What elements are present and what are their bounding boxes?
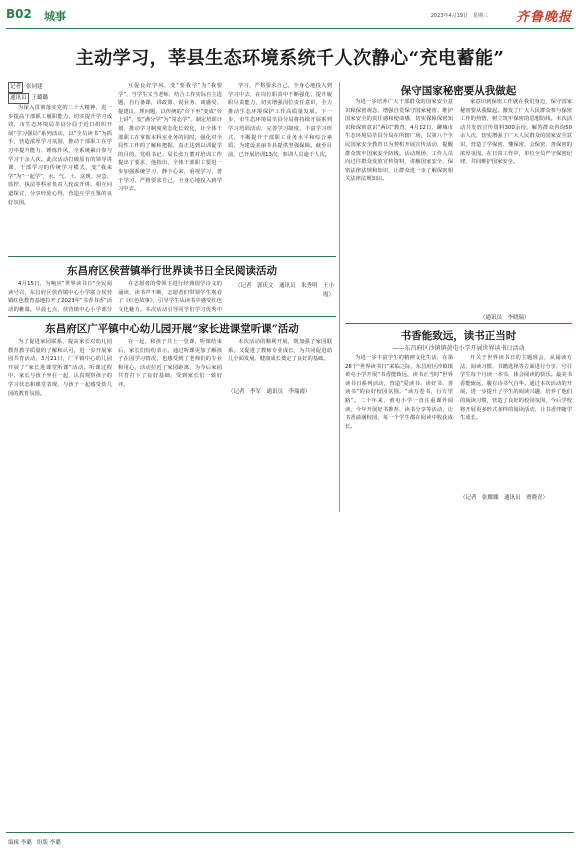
footer-rule xyxy=(6,832,574,833)
story5-column: 为进一步丰富学生的精神文化生活，在第28个“世界读书日”来临之际，东昌府区沙镇镇黄屯小学开展“书香能致远，读书正当时”世界读书日系列活动，营造“爱读书、读好书、善读书”的良好校园氛围。“读万卷书，行万里路”。二十年来，黄屯小学一直注重课外阅读，今年开展好书推荐、读书分享等活动，让书香溢满校园，每一个学生都在阅读中收获成长。 xyxy=(345,355,453,430)
story2-column: 家意识到保密工作就在我们身边，保守国家秘密要从我做起。激发了广大人民群众参与保密工作的热情，树立筑牢保密的思想防线。本次活动共发放宣传资料300余份，解答群众咨询50余人次，切实增强了广大人民群众的国家安全意识，营造了学保密、懂保密、会保密、善保密的浓厚氛围。在日常工作中，单位全员严守保密纪律，共同维护国家安全。 xyxy=(460,99,572,166)
column-divider xyxy=(339,82,340,512)
lead-headline: 主动学习，莘县生态环境系统千人次静心“充电蓄能” xyxy=(75,48,505,69)
story4-column: 为了促进家园联系，提高家长对幼儿园教育教学质量的了解和认可，进一步开展家园共育活动，3月21日，广平镇中心幼儿园开展了“家长进课堂听课”活动。听课过程中，家长与孩子坐在一起，认真观察孩子的学习状态和课堂表现，与孩子一起感受幼儿园的教育氛围。 xyxy=(8,339,112,397)
story1-column: 学习，严格要求自己，全身心地投入到学习中去，在岗位职责中不断强化、提升履职尽责能力，切实增强岗位责任意识，全力推动生态环境保护工作高质量发展。下一步，市生态环境局莘县分局将持续开展系列学习培训活动，完善学习制度，丰富学习形式，不断提升干部职工业务水平和综合素质，为建设美丽莘县提供坚强保障。截至目前，已开展培训13次，参训人员逾千人次。 xyxy=(228,83,332,158)
section-rule xyxy=(8,256,336,257)
story5-subtitle: ——东昌府区沙镇镇黄屯小学开展世界读书日活动 xyxy=(392,345,525,352)
reporter-name: 张同建 xyxy=(26,84,43,90)
masthead-logo: 齐鲁晚报 xyxy=(515,10,572,25)
story1-column: 为深入贯彻落实党的二十大精神，进一步提高干部职工履职能力，切实提升学习成效，市生态环境局莘县分局于近日组织开展“学习强局”系列活动，以“全员读书”为抓手，营造浓厚学习氛围，推动干部职工在学习中提升能力、锤炼作风，全系统累计参与学习千余人次。此次活动打破原有的领导讲课、干部学习的传统学习模式，变“我来学”为“一起学”，水、气、土、法规、应急、监控、执法等科室负责人轮流开讲，相互问道探讨，分享经验心得，营造互学互鉴的良好氛围。 xyxy=(8,105,112,206)
page-number: B02 xyxy=(6,7,32,21)
story2-sign: （通讯员 李晓瑞） xyxy=(480,315,530,321)
correspondent-name: 王璐璐 xyxy=(31,95,49,101)
story1-byline: 记者 张同建 通讯员 王璐璐 xyxy=(8,82,48,104)
page-footer: 编辑 李璐 组版 李璐 xyxy=(8,840,61,846)
story4-title: 东昌府区广平镇中心幼儿园开展“家长进课堂听课”活动 xyxy=(45,323,299,335)
story4-column: 在一起，和孩子共上一堂课，听课结束后，家长们纷纷表示，通过听课更加了解孩子在园学习情况，也感受到了老师们的专业和用心，活动拉近了家园距离，为今后家园共育打下了良好基础，受到家长们一致好评。 xyxy=(118,339,222,388)
story4-sign: （记者 李军 通讯员 李瑞霞） xyxy=(228,389,311,395)
issue-date: 2023年4月19日 星期三 xyxy=(430,13,488,19)
story2-column: 为进一步培养广大干部群众的国家安全意识和保密观念，增强自觉保守国家秘密、维护国家安全的责任感和使命感，切实保障保密知识和保密意识“两识”教育，4月12日，聊城市生态环境局莘县分局在所辖广场，以第八个全民国家安全教育日为契机开展宣传活动，提醒群众筑牢国家安全防线。活动现场，工作人员向过往群众发放宣传资料，讲解国家安全、保密法律法规和知识，让群众进一步了解保密相关法律法规知识。 xyxy=(345,99,453,183)
story5-title: 书香能致远，读书正当时 xyxy=(400,330,517,342)
page-header xyxy=(6,6,574,29)
layout-editor-name: 李璐 xyxy=(49,840,61,846)
section-rule xyxy=(8,316,336,317)
story1-column: 互促良好学风，变“要我学”为“我要学”，当学生又当老师，结合工作实际自主选题，自行备课，讲政策、说业务、谈感受、提建议，理问题，以传统的“台下坐”变成“台上讲”，变“满分学”为“常态学”，制定培训计划，推动学习制度常态化长效化，让全体干部职工在掌握本科室业务的同时，强化对全局性工作的了解和把握，真正达到以训促学的目的。党组书记、局长张万董对培训工作提出了要求，他指出，全体干部职工要进一步加强系统学习，静下心来，重视学习，善于学习，严格要求自己，全身心地投入到学习中去。 xyxy=(118,83,222,193)
story5-sign: （记者 张娜娜 通讯员 贾晓青） xyxy=(460,495,549,501)
section-name: 城事 xyxy=(44,10,66,23)
story2-title: 保守国家秘密要从我做起 xyxy=(400,85,517,97)
story3-column: 在志愿者的带领下进行经典国学诗文的诵读，读书声不断，志愿者们带领学生观看了《红色故事》，引导学生从读书中感受红色文化魅力。本次活动引导同学们学习优秀中 xyxy=(118,281,222,313)
section-rule xyxy=(345,323,572,324)
story4-column: 本次活动的顺利开展，既加强了家园联系，又促进了教师专业成长，为共同促进幼儿全面发展、健康成长奠定了良好的基础。 xyxy=(228,339,332,363)
story5-column: 开关于世界读书日的主题班会，从阅读方法、阅读习惯、书籍选择等方面进行分享，号召学生每个月读一本书，体会阅读的快乐。最美书香能致远，腹有诗书气自华。通过本次活动的开展，进一步提升了学生的阅读兴趣，培养了他们的阅读习惯，营造了良好的校园氛围，今后学校将开展更多形式多样的阅读活动，让书香伴随学生成长。 xyxy=(460,355,572,422)
story3-title: 东昌府区侯营镇举行世界读书日全民阅读活动 xyxy=(67,265,277,277)
story3-sign: （记者 郭庆文 通讯员 朱秀明 王小霞） xyxy=(234,283,334,298)
editor-name: 李璐 xyxy=(20,840,32,846)
story3-column: 4月15日，为响应“世界读书日”全民阅读号召，东昌府区侯营镇中心小学联合侯营镇红色教育基地拉开了2023年“书香书香”活动的帷幕。早晨七点，侯营镇中心小学部分 xyxy=(8,281,112,313)
